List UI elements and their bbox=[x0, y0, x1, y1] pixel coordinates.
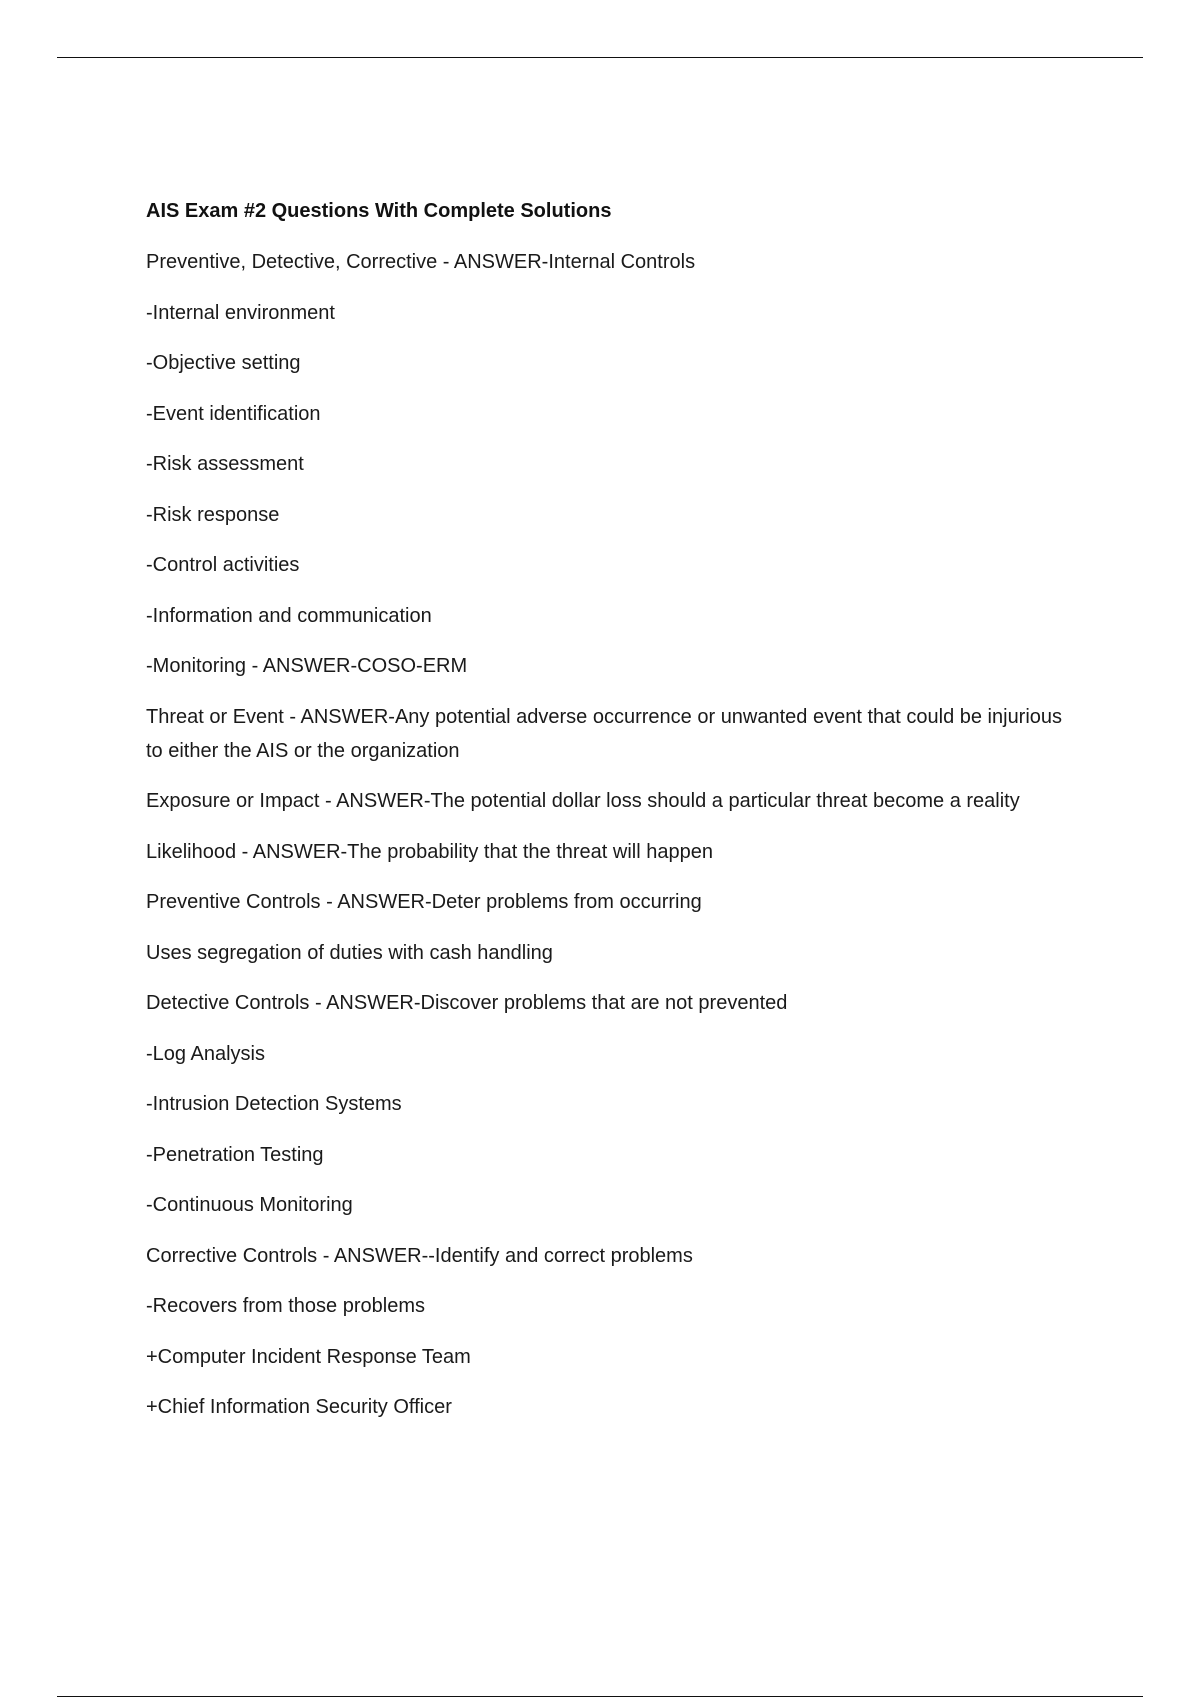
text-line: Exposure or Impact - ANSWER-The potential dollar loss should a particular threat become a reality bbox=[146, 790, 1020, 812]
text-line: +Computer Incident Response Team bbox=[146, 1345, 471, 1368]
text-line: Preventive, Detective, Corrective - ANSWER-Internal Controls bbox=[146, 251, 696, 273]
text-line: Likelihood - ANSWER-The probability that the threat will happen bbox=[146, 840, 713, 863]
text-line: Threat or Event - ANSWER-Any potential adverse occurrence or unwanted event that could be injurious to either the AIS or the organization bbox=[146, 705, 1063, 762]
text-line: -Recovers from those problems bbox=[146, 1295, 425, 1317]
document-title: AIS Exam #2 Questions With Complete Solutions bbox=[146, 200, 612, 222]
text-line: +Chief Information Security Officer bbox=[146, 1396, 452, 1418]
text-line: -Event identification bbox=[146, 402, 321, 425]
text-line: -Penetration Testing bbox=[146, 1143, 324, 1166]
text-line: Uses segregation of duties with cash handling bbox=[146, 941, 553, 964]
text-line: -Intrusion Detection Systems bbox=[146, 1093, 402, 1115]
text-line: -Control activities bbox=[146, 554, 300, 576]
text-line: -Log Analysis bbox=[146, 1042, 265, 1065]
text-line: -Continuous Monitoring bbox=[146, 1194, 353, 1216]
text-line: Preventive Controls - ANSWER-Deter problems from occurring bbox=[146, 891, 702, 913]
text-line: Detective Controls - ANSWER-Discover problems that are not prevented bbox=[146, 992, 788, 1014]
document-body bbox=[146, 195, 1076, 1441]
text-line: -Information and communication bbox=[146, 604, 432, 627]
text-line: -Risk response bbox=[146, 503, 280, 526]
text-line: -Internal environment bbox=[146, 301, 335, 324]
header-rule bbox=[57, 57, 1143, 58]
footer-rule bbox=[57, 1696, 1143, 1697]
text-line: -Risk assessment bbox=[146, 453, 304, 475]
text-line: -Monitoring - ANSWER-COSO-ERM bbox=[146, 655, 468, 677]
text-line: Corrective Controls - ANSWER--Identify and correct problems bbox=[146, 1244, 693, 1267]
text-line: -Objective setting bbox=[146, 352, 301, 374]
